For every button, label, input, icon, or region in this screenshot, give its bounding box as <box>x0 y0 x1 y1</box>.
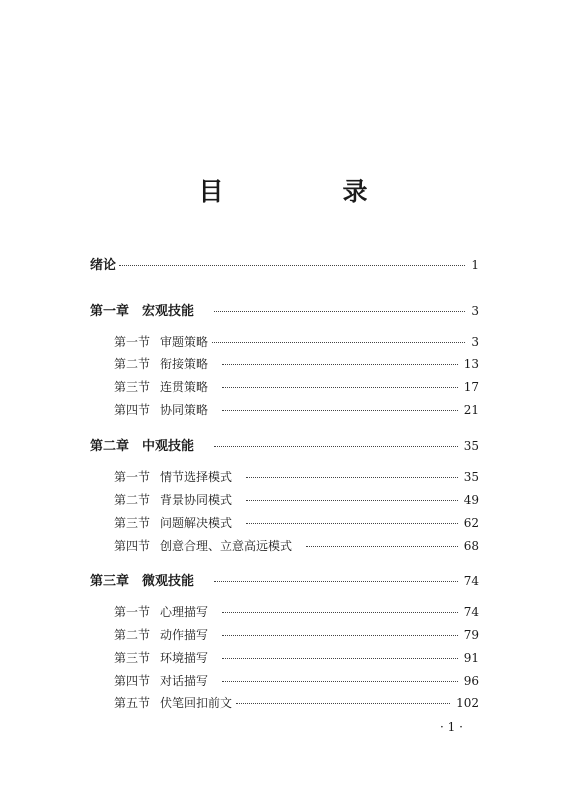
toc-entry-section[interactable] <box>114 537 479 554</box>
section-title: 伏笔回扣前文 <box>160 696 233 710</box>
page-number: 96 <box>463 674 479 688</box>
dot-leader <box>119 265 465 266</box>
dot-leader <box>214 581 458 582</box>
section-title: 审题策略 <box>160 335 209 349</box>
dot-leader <box>222 364 458 365</box>
section-title: 连贯策略 <box>160 380 209 394</box>
page-number: 62 <box>463 516 479 530</box>
section-number: 第四节 <box>114 403 151 417</box>
section-number: 第一节 <box>114 470 151 484</box>
dot-leader <box>222 635 458 636</box>
section-number: 第四节 <box>114 674 151 688</box>
dot-leader <box>246 477 458 478</box>
entry-label <box>114 355 208 372</box>
entry-label: 第一章 宏观技能 <box>90 304 195 319</box>
section-title: 协同策略 <box>160 403 209 417</box>
entry-label <box>114 537 292 554</box>
page-number: 13 <box>463 357 479 371</box>
section-number: 第三节 <box>114 516 151 530</box>
section-number: 第二节 <box>114 628 151 642</box>
entry-label <box>114 468 232 485</box>
toc-entry-section[interactable] <box>114 649 479 666</box>
section-title: 创意合理、立意高远模式 <box>160 539 293 553</box>
toc-entry-section[interactable] <box>114 468 479 485</box>
toc-entry-section[interactable] <box>114 694 479 711</box>
page-number: 74 <box>463 605 479 619</box>
page-number: 1 <box>471 258 479 272</box>
toc-entry-section[interactable] <box>114 514 479 531</box>
toc-entry-section[interactable] <box>114 603 479 620</box>
entry-label <box>114 491 232 508</box>
section-title: 动作描写 <box>160 628 209 642</box>
entry-label <box>114 672 208 689</box>
toc-entry-chapter[interactable] <box>90 435 479 454</box>
toc-entry-chapter[interactable] <box>90 300 479 319</box>
toc-entry-section[interactable] <box>114 378 479 395</box>
page-number: 21 <box>463 403 479 417</box>
toc-entry-section[interactable] <box>114 672 479 689</box>
dot-leader <box>222 658 458 659</box>
toc-entry-section[interactable] <box>114 401 479 418</box>
page-number: 35 <box>463 470 479 484</box>
entry-label: 第三章 微观技能 <box>90 574 195 589</box>
entry-label <box>114 514 232 531</box>
toc-entry-section[interactable] <box>114 333 479 350</box>
toc-entry-section[interactable] <box>114 626 479 643</box>
toc-entry-section[interactable] <box>114 355 479 372</box>
section-number: 第三节 <box>114 380 151 394</box>
entry-label: 绪论 <box>90 258 117 273</box>
dot-leader <box>214 446 458 447</box>
page-number: 17 <box>463 380 479 394</box>
dot-leader <box>222 410 458 411</box>
entry-label <box>114 603 208 620</box>
entry-label <box>114 626 208 643</box>
dot-leader <box>236 703 450 704</box>
page-number: 35 <box>463 439 479 453</box>
page-number: 68 <box>463 539 479 553</box>
section-title: 情节选择模式 <box>160 470 233 484</box>
toc-entry-intro[interactable] <box>90 254 479 273</box>
section-number: 第五节 <box>114 696 151 710</box>
section-number: 第一节 <box>114 605 151 619</box>
section-title: 环境描写 <box>160 651 209 665</box>
entry-label <box>114 694 232 711</box>
toc-entry-section[interactable] <box>114 491 479 508</box>
dot-leader <box>306 546 458 547</box>
section-number: 第四节 <box>114 539 151 553</box>
dot-leader <box>222 387 458 388</box>
dot-leader <box>214 311 465 312</box>
section-title: 背景协同模式 <box>160 493 233 507</box>
dot-leader <box>212 342 465 343</box>
dot-leader <box>246 500 458 501</box>
dot-leader <box>222 681 458 682</box>
page-number: 102 <box>456 696 479 710</box>
entry-label: 第二章 中观技能 <box>90 439 195 454</box>
section-title: 心理描写 <box>160 605 209 619</box>
section-title: 衔接策略 <box>160 357 209 371</box>
section-number: 第二节 <box>114 357 151 371</box>
entry-label <box>114 333 208 350</box>
entry-label <box>114 401 208 418</box>
dot-leader <box>246 523 458 524</box>
page-number: 3 <box>471 335 479 349</box>
section-title: 问题解决模式 <box>160 516 233 530</box>
page-number: 3 <box>471 304 479 318</box>
page-number: 91 <box>463 651 479 665</box>
section-number: 第一节 <box>114 335 151 349</box>
toc-entry-chapter[interactable] <box>90 570 479 589</box>
page-footer-number: · 1 · <box>440 720 463 734</box>
page-number: 49 <box>463 493 479 507</box>
toc-title: 目 录 <box>198 177 415 206</box>
section-number: 第二节 <box>114 493 151 507</box>
section-number: 第三节 <box>114 651 151 665</box>
entry-label <box>114 649 208 666</box>
entry-label <box>114 378 208 395</box>
page-number: 79 <box>463 628 479 642</box>
page-number: 74 <box>463 574 479 588</box>
section-title: 对话描写 <box>160 674 209 688</box>
dot-leader <box>222 612 458 613</box>
